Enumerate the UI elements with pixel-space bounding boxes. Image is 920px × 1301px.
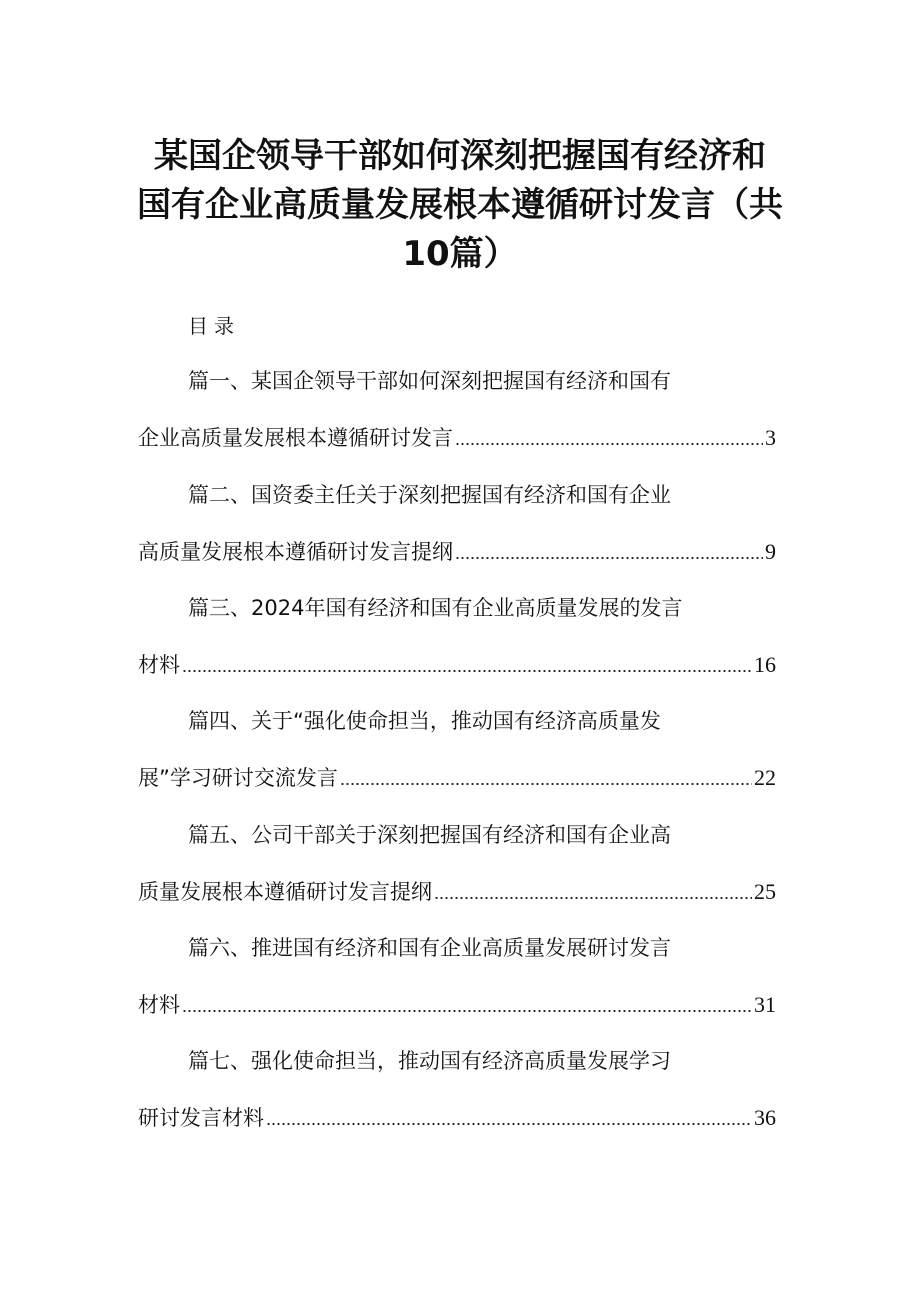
dot-leader — [340, 782, 752, 786]
dot-leader — [455, 556, 763, 560]
dot-leader — [455, 442, 763, 446]
toc-entry-7-line-1[interactable]: 篇七、强化使命担当，推动国有经济高质量发展学习 — [188, 1049, 671, 1073]
dot-leader — [182, 1009, 752, 1013]
toc-entry-1-line-1[interactable]: 篇一、某国企领导干部如何深刻把握国有经济和国有 — [188, 369, 671, 393]
toc-entry-7-line-2[interactable] — [138, 1103, 776, 1133]
dot-leader — [434, 896, 752, 900]
toc-entry-5-line-1[interactable]: 篇五、公司干部关于深刻把握国有经济和国有企业高 — [188, 823, 671, 847]
toc-entry-title: 高质量发展根本遵循研讨发言提纲 — [138, 540, 453, 564]
toc-entry-title: 研讨发言材料 — [138, 1106, 264, 1130]
dot-leader — [182, 669, 752, 673]
toc-page-number: 9 — [765, 539, 776, 564]
toc-page-number: 16 — [754, 652, 776, 677]
toc-page-number: 31 — [754, 992, 776, 1017]
document-title-line-3: 10篇） — [402, 234, 518, 274]
toc-entry-3-line-1[interactable]: 篇三、2024年国有经济和国有企业高质量发展的发言 — [188, 596, 683, 620]
toc-entry-2-line-1[interactable]: 篇二、国资委主任关于深刻把握国有经济和国有企业 — [188, 483, 671, 507]
dot-leader — [266, 1122, 752, 1126]
toc-entry-1-line-2[interactable] — [138, 423, 776, 453]
toc-page-number: 22 — [754, 765, 776, 790]
toc-entry-title: 质量发展根本遵循研讨发言提纲 — [138, 880, 432, 904]
toc-page-number: 25 — [754, 879, 776, 904]
toc-page-number: 3 — [765, 425, 776, 450]
toc-entry-title: 材料 — [138, 993, 180, 1017]
toc-entry-3-line-2[interactable] — [138, 650, 776, 680]
toc-entry-4-line-2[interactable] — [138, 763, 776, 793]
toc-label: 目录 — [188, 314, 240, 338]
toc-entry-6-line-1[interactable]: 篇六、推进国有经济和国有企业高质量发展研讨发言 — [188, 936, 671, 960]
toc-page-number: 36 — [754, 1105, 776, 1130]
document-title-line-1: 某国企领导干部如何深刻把握国有经济和 — [154, 136, 766, 176]
document-title-line-2: 国有企业高质量发展根本遵循研讨发言（共 — [137, 185, 783, 225]
toc-entry-5-line-2[interactable] — [138, 877, 776, 907]
toc-entry-title: 展”学习研讨交流发言 — [138, 766, 338, 790]
toc-entry-6-line-2[interactable] — [138, 990, 776, 1020]
toc-entry-title: 材料 — [138, 653, 180, 677]
toc-entry-title: 企业高质量发展根本遵循研讨发言 — [138, 426, 453, 450]
toc-entry-2-line-2[interactable] — [138, 537, 776, 567]
toc-entry-4-line-1[interactable]: 篇四、关于“强化使命担当，推动国有经济高质量发 — [188, 709, 661, 733]
